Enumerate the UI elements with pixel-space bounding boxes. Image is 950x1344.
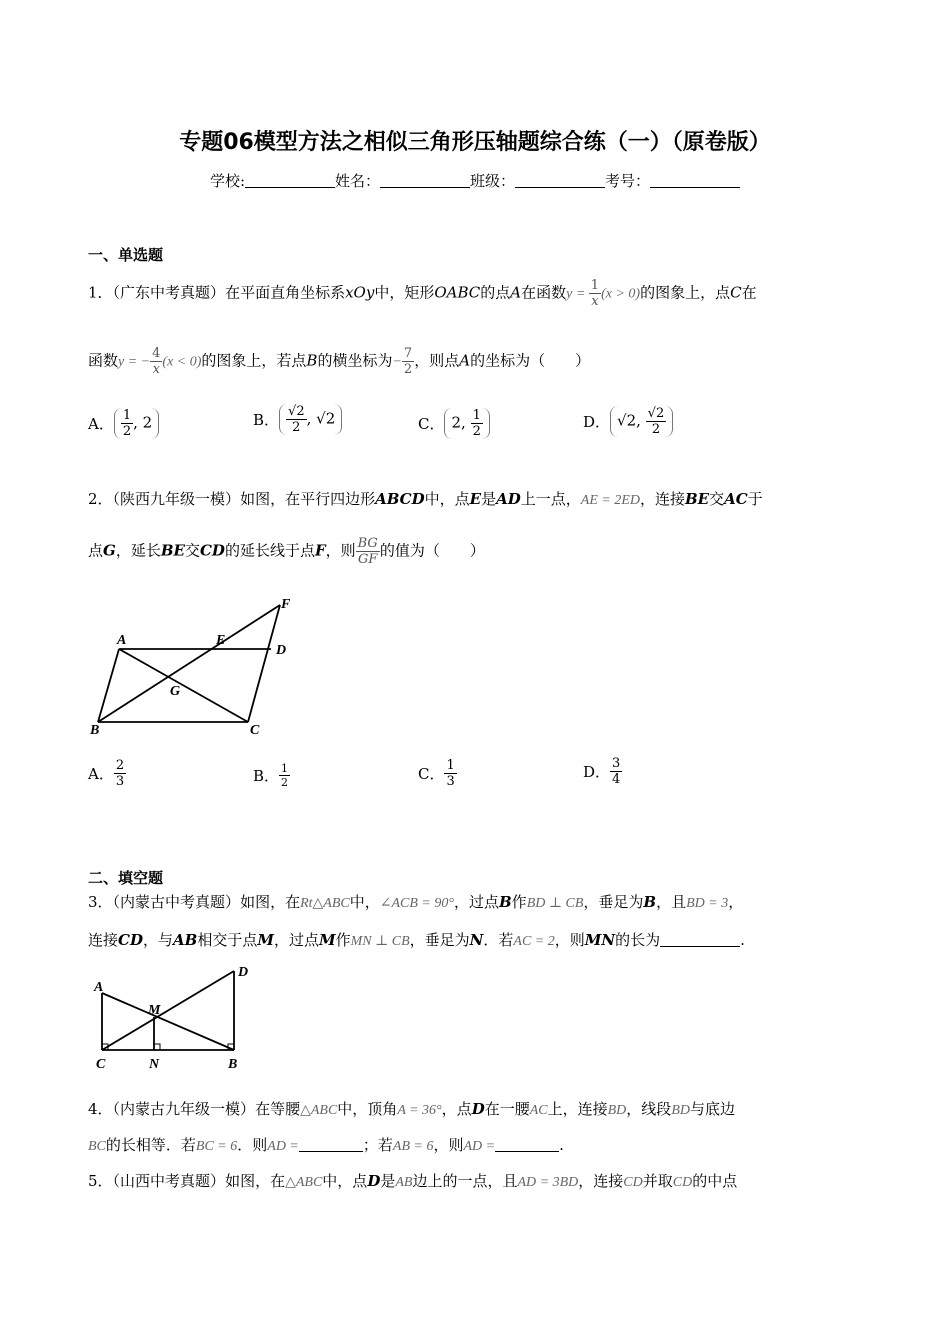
denominator: x bbox=[152, 362, 160, 377]
question-number: 3． bbox=[88, 893, 113, 911]
question-3-line-1 bbox=[88, 891, 743, 912]
math-var: A bbox=[459, 351, 471, 370]
math-var: BE bbox=[685, 490, 710, 508]
math-var: G bbox=[103, 541, 116, 560]
text: 的长为 bbox=[615, 931, 661, 949]
denominator: 2 bbox=[403, 362, 413, 377]
text: 在平面直角坐标系 bbox=[225, 283, 346, 302]
question-number: 4． bbox=[88, 1100, 113, 1118]
text: ，过点 bbox=[273, 931, 319, 949]
text: 在 bbox=[741, 283, 757, 302]
fraction bbox=[444, 758, 456, 789]
text: 相交于点 bbox=[197, 931, 258, 949]
text: 是 bbox=[481, 490, 497, 508]
math-var: B bbox=[498, 893, 512, 911]
section-heading-fill-blank: 二、填空题 bbox=[88, 869, 164, 887]
denominator: 3 bbox=[115, 774, 125, 789]
formula-part: (x > 0) bbox=[601, 286, 641, 302]
number-blank[interactable] bbox=[650, 173, 740, 188]
formula: AD = bbox=[463, 1139, 496, 1154]
math-var: F bbox=[314, 541, 326, 560]
text: ，则点 bbox=[414, 351, 460, 370]
answer-blank-2[interactable] bbox=[495, 1137, 559, 1152]
formula: BD ⊥ CB bbox=[526, 896, 584, 911]
denominator: 2 bbox=[472, 424, 481, 439]
text: ；若 bbox=[362, 1136, 393, 1154]
numerator: 3 bbox=[612, 756, 621, 771]
text: 是 bbox=[380, 1172, 396, 1190]
segment-ac bbox=[119, 649, 248, 722]
school-label: 学校: bbox=[209, 172, 245, 190]
text: 交 bbox=[709, 490, 725, 508]
value-pre: √2, bbox=[617, 411, 646, 430]
math-var: E bbox=[469, 490, 482, 508]
text: 的长相等．若 bbox=[105, 1136, 196, 1154]
question-source: （山西中考真题） bbox=[112, 1172, 226, 1190]
formula: A = 36° bbox=[397, 1103, 442, 1118]
q3-triangle-figure bbox=[88, 958, 258, 1076]
question-source: （内蒙古中考真题） bbox=[112, 893, 241, 911]
text: ，连接 bbox=[639, 490, 685, 508]
math-var: M bbox=[318, 931, 336, 949]
math-var: C bbox=[730, 283, 742, 302]
question-4-line-2 bbox=[88, 1134, 564, 1155]
text: 于 bbox=[747, 490, 763, 508]
fraction bbox=[356, 536, 380, 567]
name-label: 姓名： bbox=[335, 172, 381, 190]
formula: Rt△ABC bbox=[300, 896, 350, 911]
formula: BC bbox=[88, 1139, 106, 1154]
option-label: A． bbox=[88, 765, 114, 783]
math-var: CD bbox=[118, 931, 143, 949]
text: 的中点 bbox=[692, 1172, 738, 1190]
text: 如图，在平行四边形 bbox=[240, 490, 376, 508]
text: ，连接 bbox=[578, 1172, 624, 1190]
denominator: 4 bbox=[612, 772, 621, 787]
text: ， bbox=[728, 893, 744, 911]
q1-option-a[interactable] bbox=[88, 408, 159, 439]
class-blank[interactable] bbox=[515, 173, 605, 188]
math-var: BE bbox=[160, 541, 185, 560]
question-source: （广东中考真题） bbox=[112, 283, 226, 302]
question-2-line-2 bbox=[88, 536, 485, 567]
text: . bbox=[740, 931, 745, 949]
segment-cd bbox=[102, 971, 234, 1050]
text: ，线段 bbox=[626, 1100, 672, 1118]
text: 的延长线于点 bbox=[224, 541, 315, 560]
fraction bbox=[610, 756, 622, 787]
text: 的坐标为（ ） bbox=[470, 351, 591, 370]
q2-option-d[interactable] bbox=[583, 756, 622, 787]
text: ，延长 bbox=[115, 541, 161, 560]
label-D: D bbox=[238, 965, 249, 980]
q2-option-c[interactable] bbox=[418, 758, 457, 789]
numerator: 1 bbox=[590, 278, 600, 293]
fraction bbox=[279, 762, 290, 789]
text: 的值为（ ） bbox=[379, 541, 485, 560]
text: 与底边 bbox=[689, 1100, 735, 1118]
text: 中， bbox=[349, 893, 380, 911]
label-F: F bbox=[281, 597, 291, 612]
q2-option-a[interactable] bbox=[88, 758, 126, 789]
formula: BC = 6 bbox=[195, 1139, 238, 1154]
numerator: 7 bbox=[403, 346, 413, 361]
formula-part: y = − bbox=[118, 354, 151, 370]
option-label: B． bbox=[253, 767, 280, 785]
text: ，与 bbox=[142, 931, 173, 949]
value-rest: , √2 bbox=[306, 409, 336, 428]
school-blank[interactable] bbox=[245, 173, 335, 188]
option-label: A． bbox=[88, 415, 114, 433]
label-A: A bbox=[117, 633, 127, 648]
section-heading-single-choice: 一、单选题 bbox=[88, 246, 164, 264]
text: ，点 bbox=[441, 1100, 472, 1118]
text: 在一腰 bbox=[484, 1100, 530, 1118]
option-value bbox=[279, 404, 342, 435]
text: 在函数 bbox=[521, 283, 567, 302]
text: 的图象上，若点 bbox=[201, 351, 307, 370]
q1-option-c[interactable] bbox=[418, 408, 490, 439]
text: 上一点， bbox=[520, 490, 581, 508]
option-value bbox=[444, 408, 489, 439]
math-var: OABC bbox=[434, 283, 481, 302]
formula-part: − bbox=[392, 354, 402, 370]
text: 中，矩形 bbox=[374, 283, 435, 302]
numerator: √2 bbox=[288, 404, 305, 419]
numerator: 1 bbox=[122, 408, 132, 423]
question-3-line-2 bbox=[88, 929, 745, 950]
numerator: √2 bbox=[647, 406, 665, 421]
numerator: 2 bbox=[115, 758, 125, 773]
formula: BD bbox=[607, 1103, 627, 1118]
label-C: C bbox=[96, 1057, 106, 1072]
question-source: （内蒙古九年级一模） bbox=[112, 1100, 256, 1118]
text: 交 bbox=[184, 541, 200, 560]
formula: BD = 3 bbox=[686, 896, 729, 911]
math-var: D bbox=[367, 1172, 381, 1190]
text: 连接 bbox=[88, 931, 119, 949]
fraction bbox=[286, 404, 307, 435]
text: ，垂足为 bbox=[409, 931, 470, 949]
label-G: G bbox=[170, 684, 181, 699]
numerator: BG bbox=[357, 536, 378, 551]
label-D: D bbox=[276, 643, 287, 658]
formula: AD = bbox=[267, 1139, 299, 1154]
text: 上，连接 bbox=[547, 1100, 608, 1118]
question-number: 2． bbox=[88, 490, 113, 508]
text: 在等腰 bbox=[255, 1100, 301, 1118]
fraction bbox=[114, 758, 126, 789]
denominator: 2 bbox=[651, 422, 661, 437]
formula: BD bbox=[671, 1103, 690, 1118]
text: 如图，在 bbox=[225, 1172, 286, 1190]
math-var: D bbox=[471, 1100, 485, 1118]
label-C: C bbox=[250, 723, 260, 738]
math-var: AB bbox=[172, 931, 198, 949]
formula: ∠ACB = 90° bbox=[379, 896, 454, 911]
fraction bbox=[471, 408, 483, 439]
q1-option-d[interactable] bbox=[583, 406, 673, 437]
denominator: 2 bbox=[281, 776, 289, 789]
text: 的横坐标为 bbox=[317, 351, 393, 370]
formula: AB = 6 bbox=[392, 1139, 434, 1154]
denominator: 2 bbox=[122, 424, 132, 439]
formula-part: (x < 0) bbox=[162, 354, 202, 370]
math-var: M bbox=[257, 931, 274, 949]
label-A: A bbox=[94, 980, 104, 995]
text: 如图，在 bbox=[240, 893, 301, 911]
text: 中，点 bbox=[322, 1172, 368, 1190]
formula: AC bbox=[529, 1103, 548, 1118]
text: 点 bbox=[88, 541, 104, 560]
question-1-line-2 bbox=[88, 346, 590, 377]
denominator: 3 bbox=[446, 774, 455, 789]
label-M: M bbox=[148, 1003, 161, 1018]
formula: AB bbox=[395, 1175, 413, 1190]
math-var: B bbox=[306, 351, 318, 370]
option-label: B． bbox=[253, 411, 280, 429]
fraction bbox=[121, 408, 133, 439]
student-info-line bbox=[0, 170, 950, 191]
label-B: B bbox=[228, 1057, 238, 1072]
formula: AC = 2 bbox=[513, 934, 555, 949]
option-label: D． bbox=[583, 763, 611, 781]
value-rest: , 2 bbox=[133, 413, 153, 432]
denominator: x bbox=[591, 294, 599, 309]
fraction bbox=[402, 346, 414, 377]
math-var: CD bbox=[199, 541, 225, 560]
math-var: MN bbox=[584, 931, 616, 949]
question-number: 1． bbox=[88, 283, 113, 302]
page-title: 专题06模型方法之相似三角形压轴题综合练（一）（原卷版） bbox=[179, 130, 771, 155]
denominator: GF bbox=[358, 552, 378, 567]
class-label: 班级： bbox=[470, 172, 516, 190]
math-var: N bbox=[469, 931, 484, 949]
text: ，垂足为 bbox=[583, 893, 644, 911]
math-var: B bbox=[643, 893, 657, 911]
name-blank[interactable] bbox=[380, 173, 470, 188]
text: 中，顶角 bbox=[337, 1100, 398, 1118]
formula: CD bbox=[623, 1175, 643, 1190]
formula: CD bbox=[672, 1175, 693, 1190]
text: ，过点 bbox=[453, 893, 499, 911]
q1-option-b[interactable] bbox=[253, 404, 342, 435]
question-4-line-1 bbox=[88, 1098, 735, 1119]
math-var: AD bbox=[496, 490, 521, 508]
label-B: B bbox=[90, 723, 100, 738]
option-value bbox=[114, 408, 159, 439]
text: 函数 bbox=[88, 351, 119, 370]
text: ，且 bbox=[656, 893, 687, 911]
label-E: E bbox=[216, 633, 226, 648]
math-var: AC bbox=[724, 490, 748, 508]
text: 作 bbox=[511, 893, 527, 911]
numerator: 1 bbox=[281, 762, 289, 775]
formula: AD = 3BD bbox=[517, 1175, 579, 1190]
text: ．则 bbox=[237, 1136, 268, 1154]
text: 的图象上，点 bbox=[640, 283, 731, 302]
numerator: 4 bbox=[152, 346, 161, 361]
text: ，则 bbox=[325, 541, 356, 560]
q2-option-b[interactable] bbox=[253, 762, 290, 789]
formula: AE = 2ED bbox=[580, 493, 640, 508]
text: 边上的一点，且 bbox=[412, 1172, 518, 1190]
text: ，则 bbox=[554, 931, 585, 949]
option-value bbox=[610, 406, 673, 437]
numerator: 1 bbox=[472, 408, 481, 423]
fraction bbox=[150, 346, 162, 377]
option-label: C． bbox=[418, 415, 445, 433]
formula: △ABC bbox=[285, 1175, 323, 1190]
option-label: D． bbox=[583, 413, 611, 431]
question-number: 5． bbox=[88, 1172, 113, 1190]
q2-parallelogram-figure bbox=[88, 592, 308, 742]
numerator: 1 bbox=[446, 758, 455, 773]
text: 作 bbox=[335, 931, 351, 949]
label-N: N bbox=[149, 1057, 160, 1072]
answer-blank[interactable] bbox=[660, 932, 740, 947]
text: 中，点 bbox=[424, 490, 470, 508]
value-pre: 2, bbox=[451, 413, 471, 432]
denominator: 2 bbox=[292, 420, 301, 435]
math-var: xOy bbox=[345, 283, 375, 302]
formula: MN ⊥ CB bbox=[350, 934, 410, 949]
question-1-line-1 bbox=[88, 278, 757, 309]
question-source: （陕西九年级一模） bbox=[112, 490, 241, 508]
text: 的点 bbox=[480, 283, 511, 302]
math-var: A bbox=[510, 283, 522, 302]
question-5-line-1 bbox=[88, 1170, 737, 1191]
option-label: C． bbox=[418, 765, 445, 783]
text: ．若 bbox=[483, 931, 514, 949]
formula: △ABC bbox=[300, 1103, 338, 1118]
fraction bbox=[646, 406, 667, 437]
fraction bbox=[589, 278, 601, 309]
text: ，则 bbox=[433, 1136, 464, 1154]
formula-part: y = bbox=[566, 286, 589, 302]
text: 并取 bbox=[642, 1172, 673, 1190]
answer-blank-1[interactable] bbox=[299, 1137, 363, 1152]
number-label: 考号： bbox=[605, 172, 651, 190]
segment-ab bbox=[102, 993, 234, 1050]
question-2-line-1 bbox=[88, 488, 763, 509]
text: . bbox=[559, 1136, 564, 1154]
math-var: ABCD bbox=[375, 490, 425, 508]
